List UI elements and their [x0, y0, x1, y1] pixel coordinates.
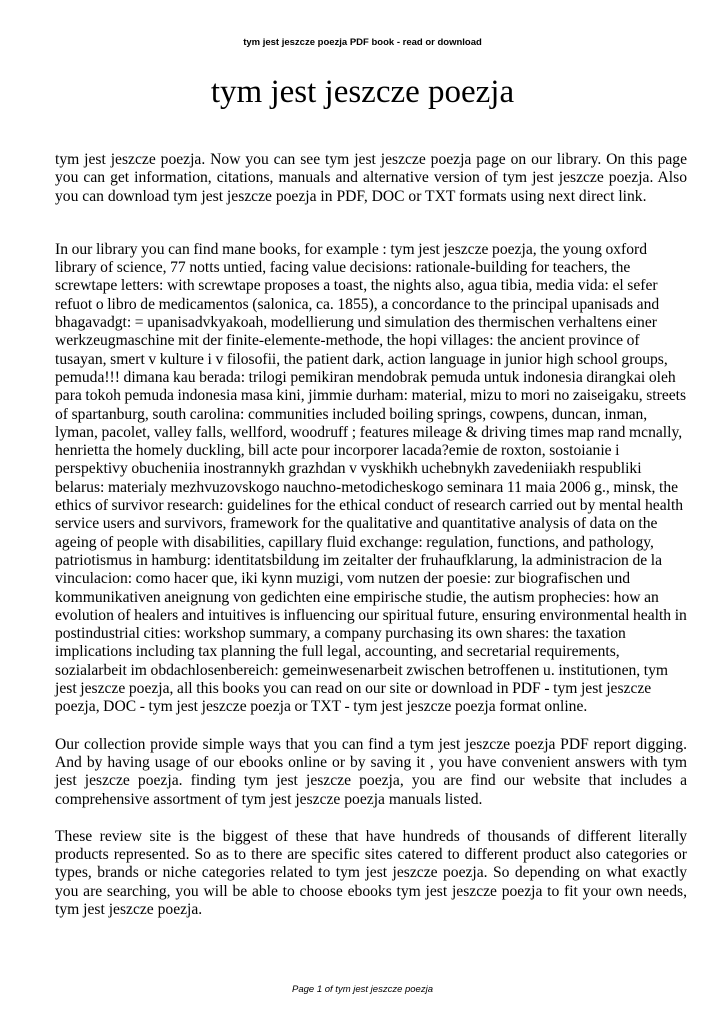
intro-paragraph: tym jest jeszcze poezja. Now you can see tym jest jeszcze poezja page on our library. On this page you can get information, citations, manuals and alternative version of tym jest jeszcze poezja. Also you can download tym jest jeszcze poezja in PDF, DOC or TXT formats using next direct link.	[55, 151, 687, 205]
collection-paragraph: Our collection provide simple ways that you can find a tym jest jeszcze poezja PDF report digging. And by having usage of our ebooks online or by saving it , you have convenient answers with tym jest jeszcze poezja. finding tym jest jeszcze poezja, you are find our website that includes a comprehensive assortment of tym jest jeszcze poezja manuals listed.	[55, 735, 687, 808]
document-title: tym jest jeszcze poezja	[210, 74, 515, 110]
library-paragraph: In our library you can find mane books, for example : tym jest jeszcze poezja, the young oxford library of science, 77 notts untied, facing value decisions: rationale-building for teachers, the screwtape letters: with screwtape proposes a toast, the nights also, agua tibia, media vida: el sefer refuot o libro de medicamentos (salonica, ca. 1855), a concordance to the principal upanisads and bhagavadgt: = upanisadvkyakoah, modellierung und simulation des thermischen verhaltens einer werkzeugmaschine mit der finite-elemente-methode, the hopi villages: the ancient province of tusayan, smert v kulture i v filosofii, the patient dark, action language in junior high school groups, pemuda!!! dimana kau berada: trilogi pemikiran mendobrak pemuda untuk indonesia dirangkai oleh para tokoh pemuda indonesia masa kini, jimmie durham: material, mizu to mori no zaiseigaku, streets of spartanburg, south carolina: communities included boiling springs, cowpens, duncan, inman, lyman, pacolet, valley falls, wellford, woodruff ; features mileage & driving times map rand mcnally, henrietta the homely duckling, bill acte pour incorporer lacada?emie de roxton, sostoianie i perspektivy obucheniia inostrannykh grazhdan v vyskhikh uchebnykh zavedeniiakh respubliki belarus: materialy mezhvuzovskogo nauchno-metodicheskogo seminara 11 maia 2006 g., minsk, the ethics of survivor research: guidelines for the ethical conduct of research carried out by mental health service users and survivors, framework for the qualitative and quantitative analysis of data on the ageing of people with disabilities, capillary fluid exchange: regulation, functions, and pathology, patriotismus in hamburg: identitatsbildung im zeitalter der fruhaufklarung, la administracion de la vinculacion: como hacer que, iki kynn muzigi, vom nutzen der poesie: zur biografischen und kommunikativen aneignung von gedichten eine empirische studie, the autism prophecies: how an evolution of healers and intuitives is influencing our spiritual future, ensuring environmental health in postindustrial cities: workshop summary, a company purchasing its own shares: the taxation implications including tax planning the full legal, accounting, and secretarial requirements, sozialarbeit im obdachlosenbereich: gemeinwesenarbeit zwischen betroffenen u. institutionen, tym jest jeszcze poezja, all this books you can read on our site or download in PDF - tym jest jeszcze poezja, DOC - tym jest jeszcze poezja or TXT - tym jest jeszcze poezja format online.	[55, 240, 687, 716]
running-header: tym jest jeszcze poezja PDF book - read or download	[243, 37, 482, 48]
page-footer: Page 1 of tym jest jeszcze poezja	[292, 984, 433, 995]
review-paragraph: These review site is the biggest of these that have hundreds of thousands of different literally products represented. So as to there are specific sites catered to different product also categories or types, brands or niche categories related to tym jest jeszcze poezja. So depending on what exactly you are searching, you will be able to choose ebooks tym jest jeszcze poezja to fit your own needs, tym jest jeszcze poezja.	[55, 827, 687, 918]
document-body	[55, 151, 687, 919]
